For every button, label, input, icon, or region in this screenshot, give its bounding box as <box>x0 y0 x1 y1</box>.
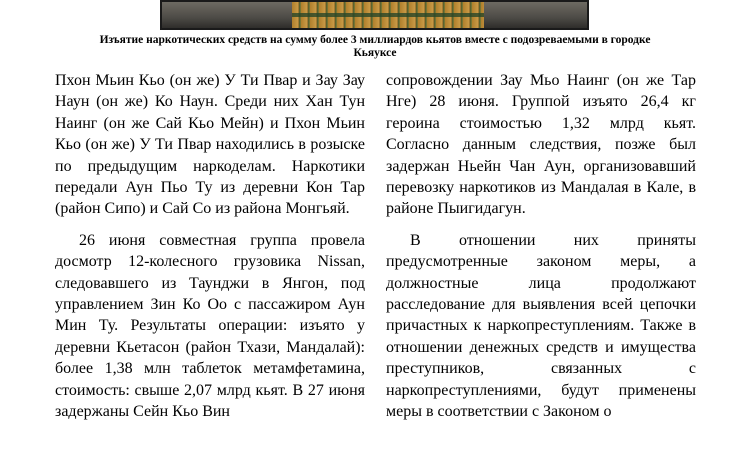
right-paragraph-1: сопровождении Зау Мьо Наинг (он же Тар Нге) 28 июня. Группой изъято 26,4 кг героина стоимостью 1,32 млрд кьят. Согласно данным следствия, позже был задержан Ньейн Чан Аун, организовавший перевозку наркотиков из Мандалая в Кале, в районе Пыигидагун. <box>386 72 696 218</box>
caption-line-1: Изъятие наркотических средств на сумму более 3 миллиардов кьятов вместе с подозреваемыми в городке <box>99 34 651 46</box>
caption-line-2: Кьяуксе <box>353 47 397 59</box>
right-column <box>386 70 696 423</box>
drug-packages-image <box>292 2 484 28</box>
left-column <box>55 70 365 423</box>
left-paragraph-2: 26 июня совместная группа провела досмотр 12-колесного грузовика Nissan, следовавшего из Таунджи в Янгон, под управлением Зин Ко Оо с пассажиром Аун Мин Ту. Результаты операции: изъято у деревни Кьетасон (район Тхази, Мандалай): более 1,38 млн таблеток метамфетамина, стоимость: свыше 2,07 млрд кьят. В 27 июня задержаны Сейн Кьо Вин <box>55 231 365 421</box>
left-paragraph-1: Пхон Мьин Кьо (он же) У Ти Пвар и Зау Зау Наун (он же) Ко Наун. Среди них Хан Тун Наинг (он же Сай Кьо Мейн) и Пхон Мьин Кьо (он же) У Ти Пвар находились в розыске по предыдущим наркоделам. Наркотики передали Аун Пьо Ту из деревни Кон Тар (район Сипо) и Сай Со из района Монгьяй. <box>55 72 365 218</box>
right-paragraph-2: В отношении них приняты предусмотренные законом меры, а должностные лица продолжают расследование для выявления всей цепочки причастных к наркопреступлениям. Также в отношении денежных средств и имущества преступников, связанных с наркопреступлениями, будут применены меры в соответствии с Законом о <box>386 231 696 421</box>
photo-caption <box>0 34 750 60</box>
seized-drugs-photo <box>160 0 589 30</box>
